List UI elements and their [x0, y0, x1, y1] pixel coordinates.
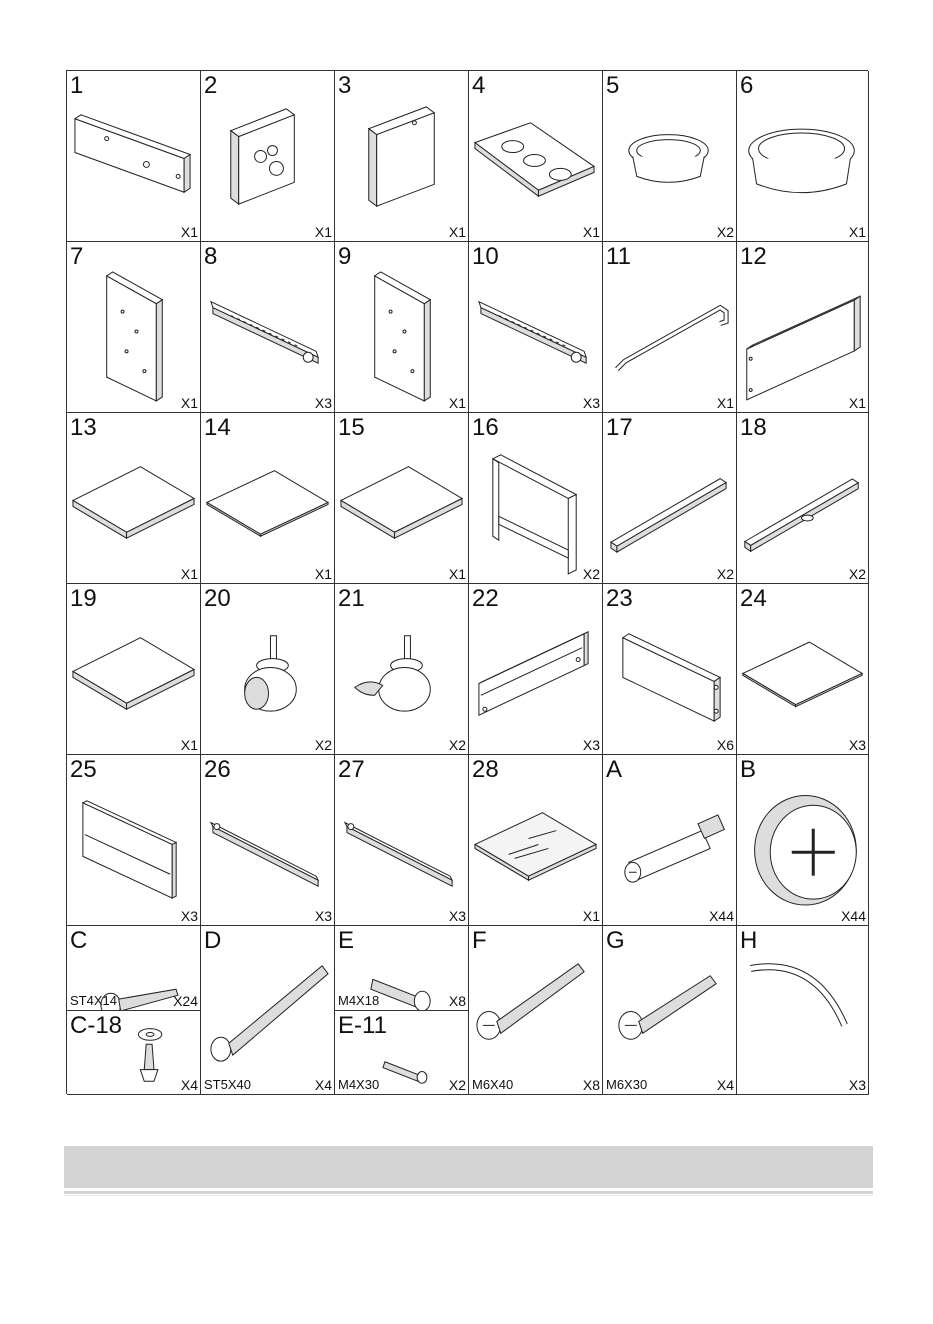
- part-quantity: X3: [314, 908, 332, 924]
- part-cell-24: [737, 584, 869, 755]
- part-cell-9: [335, 242, 469, 413]
- hardware-cell-C: [67, 926, 201, 1011]
- part-number: 25: [70, 756, 97, 783]
- part-number: 2: [204, 72, 218, 99]
- part-number: H: [740, 927, 758, 954]
- part-quantity: X1: [180, 395, 198, 411]
- part-number: A: [606, 756, 623, 783]
- part-cell-12: [737, 242, 869, 413]
- grommet-ring-large-icon: [737, 71, 868, 241]
- part-cell-22: [469, 584, 603, 755]
- hardware-cell-C-18: [67, 1011, 201, 1095]
- part-cell-4: [469, 71, 603, 242]
- square-block-icon: [335, 71, 468, 241]
- part-cell-26: [201, 755, 335, 926]
- part-quantity: X1: [582, 908, 600, 924]
- part-quantity: X1: [448, 224, 466, 240]
- hardware-cell-F: [469, 926, 603, 1095]
- part-cell-11: [603, 242, 737, 413]
- part-quantity: X4: [716, 1077, 734, 1093]
- part-cell-27: [335, 755, 469, 926]
- part-number: 18: [740, 414, 767, 441]
- part-number: 28: [472, 756, 499, 783]
- part-quantity: X3: [180, 908, 198, 924]
- part-quantity: X2: [448, 1077, 466, 1093]
- part-number: 13: [70, 414, 97, 441]
- drawer-rail-icon: [201, 242, 334, 412]
- part-number: 16: [472, 414, 499, 441]
- part-number: 20: [204, 585, 231, 612]
- part-number: 19: [70, 585, 97, 612]
- parts-table: [66, 70, 868, 1094]
- part-cell-B: [737, 755, 869, 926]
- part-number: D: [204, 927, 222, 954]
- part-number: 26: [204, 756, 231, 783]
- grommet-ring-icon: [603, 71, 736, 241]
- part-quantity: X2: [448, 737, 466, 753]
- part-number: 15: [338, 414, 365, 441]
- part-spec: ST4X14: [70, 993, 117, 1008]
- part-number: 23: [606, 585, 633, 612]
- part-number: 8: [204, 243, 218, 270]
- part-quantity: X44: [841, 908, 866, 924]
- part-quantity: X4: [180, 1077, 198, 1093]
- part-number: 9: [338, 243, 352, 270]
- part-quantity: X3: [582, 395, 600, 411]
- part-cell-A: [603, 755, 737, 926]
- part-cell-2: [201, 71, 335, 242]
- hardware-cell-G: [603, 926, 737, 1095]
- part-quantity: X8: [582, 1077, 600, 1093]
- part-number: 17: [606, 414, 633, 441]
- part-quantity: X3: [582, 737, 600, 753]
- part-cell-16: [469, 413, 603, 584]
- part-cell-14: [201, 413, 335, 584]
- part-spec: M6X40: [472, 1077, 514, 1092]
- part-number: 21: [338, 585, 365, 612]
- divider: [64, 1195, 873, 1196]
- part-cell-23: [603, 584, 737, 755]
- part-quantity: X1: [180, 224, 198, 240]
- part-quantity: X2: [716, 224, 734, 240]
- part-number: 1: [70, 72, 84, 99]
- part-cell-6: [737, 71, 869, 242]
- part-quantity: X2: [848, 566, 866, 582]
- part-cell-19: [67, 584, 201, 755]
- part-number: 3: [338, 72, 352, 99]
- part-quantity: X1: [314, 566, 332, 582]
- part-number: 22: [472, 585, 499, 612]
- part-quantity: X1: [582, 224, 600, 240]
- part-number: 11: [606, 243, 631, 270]
- block-with-holes-icon: [201, 71, 334, 241]
- part-cell-1: [67, 71, 201, 242]
- part-number: 12: [740, 243, 767, 270]
- part-number: F: [472, 927, 487, 954]
- part-quantity: X1: [180, 566, 198, 582]
- hardware-cell-H: [737, 926, 869, 1095]
- part-spec: ST5X40: [204, 1077, 251, 1092]
- hardware-cell-E: [335, 926, 469, 1011]
- part-number: C-18: [70, 1012, 123, 1039]
- cam-bolt-icon: [603, 755, 736, 925]
- plate-three-holes-icon: [469, 71, 602, 241]
- part-quantity: X8: [448, 993, 466, 1009]
- part-number: E: [338, 927, 355, 954]
- part-number: 4: [472, 72, 486, 99]
- part-quantity: X6: [716, 737, 734, 753]
- part-number: 6: [740, 72, 754, 99]
- side-panel-icon: [335, 242, 468, 412]
- part-quantity: X2: [716, 566, 734, 582]
- part-quantity: X1: [180, 737, 198, 753]
- part-number: 10: [472, 243, 499, 270]
- cam-lock-icon: [737, 755, 868, 925]
- part-cell-5: [603, 71, 737, 242]
- part-quantity: X3: [314, 395, 332, 411]
- hardware-cell-E-11: [335, 1011, 469, 1095]
- part-cell-3: [335, 71, 469, 242]
- part-cell-20: [201, 584, 335, 755]
- part-cell-25: [67, 755, 201, 926]
- part-quantity: X24: [173, 993, 198, 1009]
- part-cell-7: [67, 242, 201, 413]
- part-cell-15: [335, 413, 469, 584]
- part-number: 24: [740, 585, 767, 612]
- part-cell-17: [603, 413, 737, 584]
- part-quantity: X44: [709, 908, 734, 924]
- part-quantity: X1: [314, 224, 332, 240]
- part-cell-8: [201, 242, 335, 413]
- part-number: C: [70, 927, 88, 954]
- part-quantity: X2: [582, 566, 600, 582]
- part-quantity: X3: [848, 1077, 866, 1093]
- part-cell-21: [335, 584, 469, 755]
- part-spec: M4X30: [338, 1077, 380, 1092]
- part-number: 7: [70, 243, 84, 270]
- part-quantity: X3: [848, 737, 866, 753]
- part-spec: M4X18: [338, 993, 380, 1008]
- part-quantity: X3: [448, 908, 466, 924]
- part-number: G: [606, 927, 625, 954]
- part-number: 27: [338, 756, 365, 783]
- part-quantity: X1: [848, 395, 866, 411]
- part-number: E-11: [338, 1012, 387, 1039]
- part-quantity: X1: [448, 566, 466, 582]
- part-cell-28: [469, 755, 603, 926]
- part-quantity: X4: [314, 1077, 332, 1093]
- divider: [64, 1191, 873, 1194]
- part-quantity: X1: [848, 224, 866, 240]
- bolt-long-icon: [469, 926, 602, 1094]
- section-header-bar: [64, 1146, 873, 1188]
- part-quantity: X1: [448, 395, 466, 411]
- part-quantity: X2: [314, 737, 332, 753]
- hardware-cell-D: [201, 926, 335, 1095]
- part-number: 5: [606, 72, 620, 99]
- part-spec: M6X30: [606, 1077, 648, 1092]
- side-panel-icon: [67, 242, 200, 412]
- part-cell-10: [469, 242, 603, 413]
- part-number: B: [740, 756, 757, 783]
- long-panel-icon: [67, 71, 200, 241]
- part-quantity: X1: [716, 395, 734, 411]
- part-number: 14: [204, 414, 231, 441]
- part-cell-13: [67, 413, 201, 584]
- part-cell-18: [737, 413, 869, 584]
